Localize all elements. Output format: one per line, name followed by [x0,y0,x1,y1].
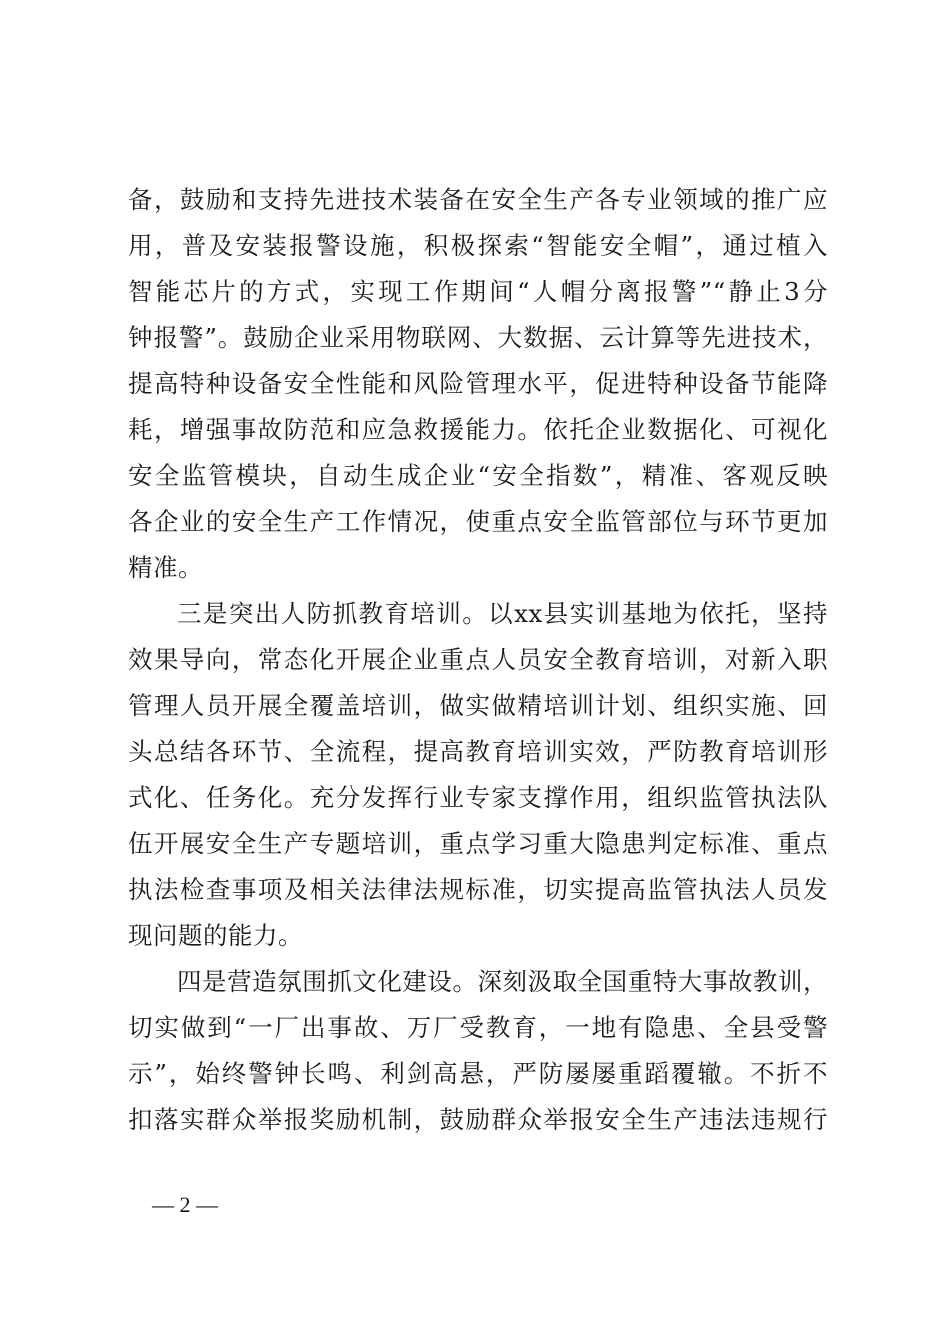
text-line: 伍开展安全生产专题培训，重点学习重大隐患判定标准、重点 [128,829,828,858]
text-line: 式化、任务化。充分发挥行业专家支撑作用，组织监管执法队 [128,783,828,812]
text-line: 切实做到“一厂出事故、万厂受教育，一地有隐患、全县受警 [128,1013,828,1042]
text-line: 四是营造氛围抓文化建设。深刻汲取全国重特大事故教训， [177,967,828,996]
paragraph [128,591,828,959]
text-line: 扣落实群众举报奖励机制，鼓励群众举报安全生产违法违规行 [128,1105,828,1134]
text-line: 钟报警”。鼓励企业采用物联网、大数据、云计算等先进技术， [128,323,828,352]
text-line: 用，普及安装报警设施，积极探索“智能安全帽”，通过植入 [128,231,828,260]
text-line: 示”，始终警钟长鸣、利剑高悬，严防屡屡重蹈覆辙。不折不 [128,1059,828,1088]
text-line: 各企业的安全生产工作情况，使重点安全监管部位与环节更加 [128,507,828,536]
paragraph [128,959,828,1143]
text-line: 提高特种设备安全性能和风险管理水平，促进特种设备节能降 [128,369,828,398]
text-line: 管理人员开展全覆盖培训，做实做精培训计划、组织实施、回 [128,691,828,720]
page-number: — 2 — [152,1192,218,1217]
text-line: 头总结各环节、全流程，提高教育培训实效，严防教育培训形 [128,737,828,766]
text-line: 精准。 [128,553,203,582]
text-line: 耗，增强事故防范和应急救援能力。依托企业数据化、可视化 [128,415,828,444]
body-text [128,177,828,1143]
text-line: 智能芯片的方式，实现工作期间“人帽分离报警”“静止3分 [128,277,828,306]
text-line: 安全监管模块，自动生成企业“安全指数”，精准、客观反映 [128,461,828,490]
paragraph [128,177,828,591]
text-line: 效果导向，常态化开展企业重点人员安全教育培训，对新入职 [128,645,828,674]
text-line: 备，鼓励和支持先进技术装备在安全生产各专业领域的推广应 [128,185,828,214]
text-line: 现问题的能力。 [128,921,303,950]
text-line: 三是突出人防抓教育培训。以xx县实训基地为依托，坚持 [177,599,828,628]
text-line: 执法检查事项及相关法律法规标准，切实提高监管执法人员发 [128,875,828,904]
